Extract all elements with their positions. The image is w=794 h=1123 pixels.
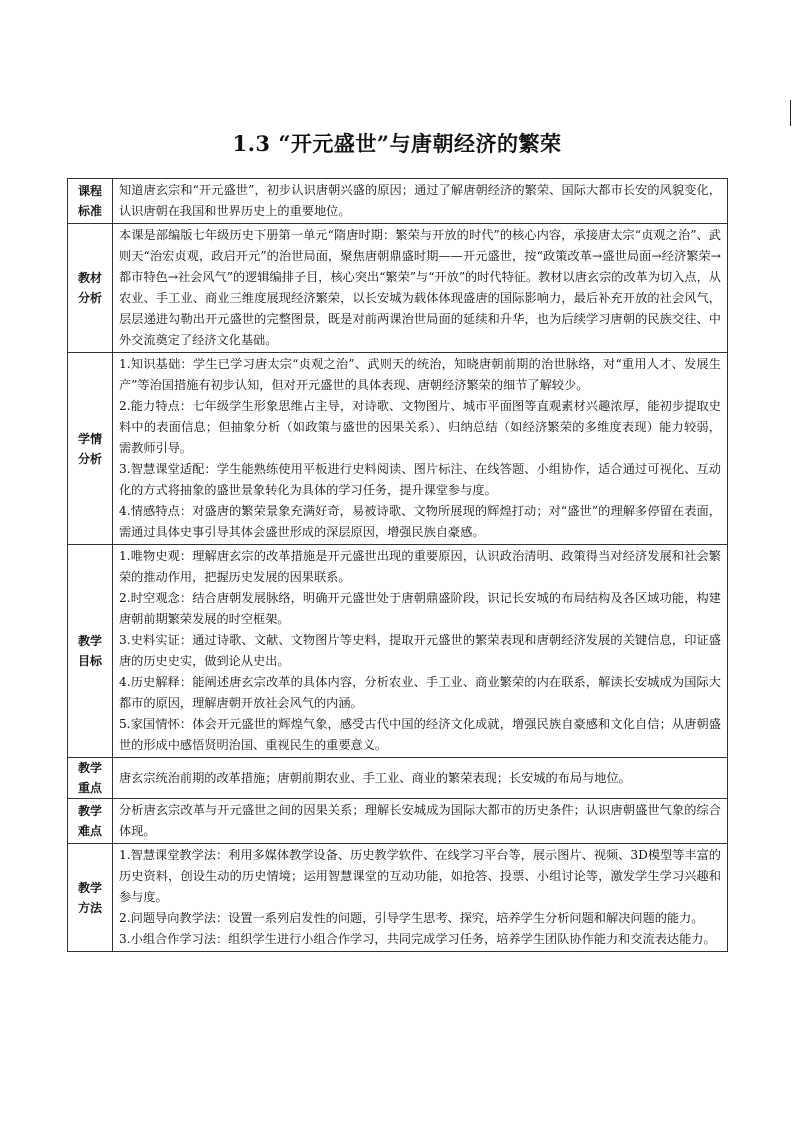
row-content	[113, 758, 728, 799]
content-paragraph: 3.小组合作学习法：组织学生进行小组合作学习，共同完成学习任务，培养学生团队协作能力和交流表达能力。	[119, 932, 716, 946]
row-content	[113, 353, 728, 545]
content-paragraph: 知道唐玄宗和“开元盛世”，初步认识唐朝兴盛的原因；通过了解唐朝经济的繁荣、国际大都市长安的风貌变化，认识唐朝在我国和世界历史上的重要地位。	[119, 183, 721, 218]
content-paragraph: 5.家国情怀：体会开元盛世的辉煌气象，感受古代中国的经济文化成就，增强民族自豪感和文化自信；从唐朝盛世的形成中感悟贤明治国、重视民生的重要意义。	[119, 717, 721, 752]
row-label-text: 难点	[77, 824, 102, 838]
row-label	[68, 799, 113, 844]
row-label-text: 方法	[77, 900, 102, 915]
content-paragraph: 唐玄宗统治前期的改革措施；唐朝前期农业、手工业、商业的繁荣表现；长安城的布局与地位。	[119, 770, 631, 785]
row-label	[68, 545, 113, 758]
row-label-text: 目标	[77, 654, 102, 668]
row-label-text: 教学	[77, 761, 102, 775]
row-label	[68, 758, 113, 799]
margin-line	[790, 100, 791, 126]
content-paragraph: 3.智慧课堂适配：学生能熟练使用平板进行史料阅读、图片标注、在线答题、小组协作，适合通过可视化、互动化的方式将抽象的盛世景象转化为具体的学习任务，提升课堂参与度。	[119, 462, 721, 497]
row-label-text: 重点	[77, 781, 102, 795]
row-label-text: 分析	[77, 291, 102, 305]
content-paragraph: 1.唯物史观：理解唐玄宗的改革措施是开元盛世出现的重要原因，认识政治清明、政策得当对经济发展和社会繁荣的推动作用，把握历史发展的因果联系。	[119, 549, 721, 584]
row-content	[113, 545, 728, 758]
table-row	[68, 545, 728, 758]
row-label-text: 课程	[77, 184, 102, 198]
row-label	[68, 844, 113, 952]
row-label-text: 教学	[77, 804, 102, 818]
row-label-text: 教材	[77, 271, 102, 285]
row-label-text: 分析	[77, 451, 102, 466]
content-paragraph: 2.时空观念：结合唐朝发展脉络，明确开元盛世处于唐朝鼎盛阶段，识记长安城的布局结构及各区域功能，构建唐朝前期繁荣发展的时空框架。	[119, 591, 721, 626]
content-paragraph: 2.问题导向教学法：设置一系列启发性的问题，引导学生思考、探究，培养学生分析问题和解决问题的能力。	[119, 911, 704, 925]
row-label	[68, 353, 113, 545]
row-label	[68, 224, 113, 353]
page-title: 1.3 “开元盛世”与唐朝经济的繁荣	[232, 131, 562, 156]
table-row	[68, 353, 728, 545]
content-paragraph: 本课是部编版七年级历史下册第一单元“隋唐时期：繁荣与开放的时代”的核心内容，承接唐太宗“贞观之治”、武则天“治宏贞观，政启开元”的治世局面，聚焦唐朝鼎盛时期——开元盛世，按“政策改革→盛世局面→经济繁荣→都市特色→社会风气”的逻辑编排子目，核心突出“繁荣”与“开放”的时代特征。教材以唐玄宗的改革为切入点，从农业、手工业、商业三维度展现经济繁荣，以长安城为载体体现盛唐的国际影响力，最后补充开放的社会风气，层层递进勾勒出开元盛世的完整图景，既是对前两课治世局面的延续和升华，也为后续学习唐朝的民族交往、中外交流奠定了经济文化基础。	[119, 228, 721, 347]
row-label-text: 标准	[77, 204, 102, 218]
row-content	[113, 179, 728, 224]
row-label-text: 教学	[77, 634, 102, 648]
content-paragraph: 1.知识基础：学生已学习唐太宗“贞观之治”、武则天的统治，知晓唐朝前期的治世脉络，对“重用人才、发展生产”等治国措施有初步认知，但对开元盛世的具体表现、唐朝经济繁荣的细节了解较少。	[119, 357, 721, 392]
row-label-text: 学情	[77, 431, 102, 446]
row-label	[68, 179, 113, 224]
content-paragraph: 3.史料实证：通过诗歌、文献、文物图片等史料，提取开元盛世的繁荣表现和唐朝经济发展的关键信息，印证盛唐的历史史实，做到论从史出。	[119, 633, 721, 668]
content-paragraph: 4.历史解释：能阐述唐玄宗改革的具体内容，分析农业、手工业、商业繁荣的内在联系，解读长安城成为国际大都市的原因，理解唐朝开放社会风气的内涵。	[119, 675, 721, 710]
table-row	[68, 799, 728, 844]
content-paragraph: 分析唐玄宗改革与开元盛世之间的因果关系；理解长安城成为国际大都市的历史条件；认识唐朝盛世气象的综合体现。	[119, 803, 721, 838]
row-content	[113, 844, 728, 952]
table-row	[68, 224, 728, 353]
table-row	[68, 758, 728, 799]
content-paragraph: 1.智慧课堂教学法：利用多媒体教学设备、历史教学软件、在线学习平台等，展示图片、视频、3D模型等丰富的历史资料，创设生动的历史情境；运用智慧课堂的互动功能，如抢答、投票、小组讨论等，激发学生学习兴趣和参与度。	[119, 848, 721, 904]
table-row	[68, 179, 728, 224]
row-label-text: 教学	[77, 880, 102, 895]
table-row	[68, 844, 728, 952]
lesson-plan-table	[67, 178, 728, 952]
content-paragraph: 2.能力特点：七年级学生形象思维占主导，对诗歌、文物图片、城市平面图等直观素材兴趣浓厚，能初步提取史料中的表面信息；但抽象分析（如政策与盛世的因果关系）、归纳总结（如经济繁荣的多维度表现）能力较弱，需教师引导。	[119, 399, 721, 455]
row-content	[113, 224, 728, 353]
content-paragraph: 4.情感特点：对盛唐的繁荣景象充满好奇，易被诗歌、文物所展现的辉煌打动；对“盛世”的理解多停留在表面，需通过具体史事引导其体会盛世形成的深层原因，增强民族自豪感。	[119, 504, 721, 539]
row-content	[113, 799, 728, 844]
